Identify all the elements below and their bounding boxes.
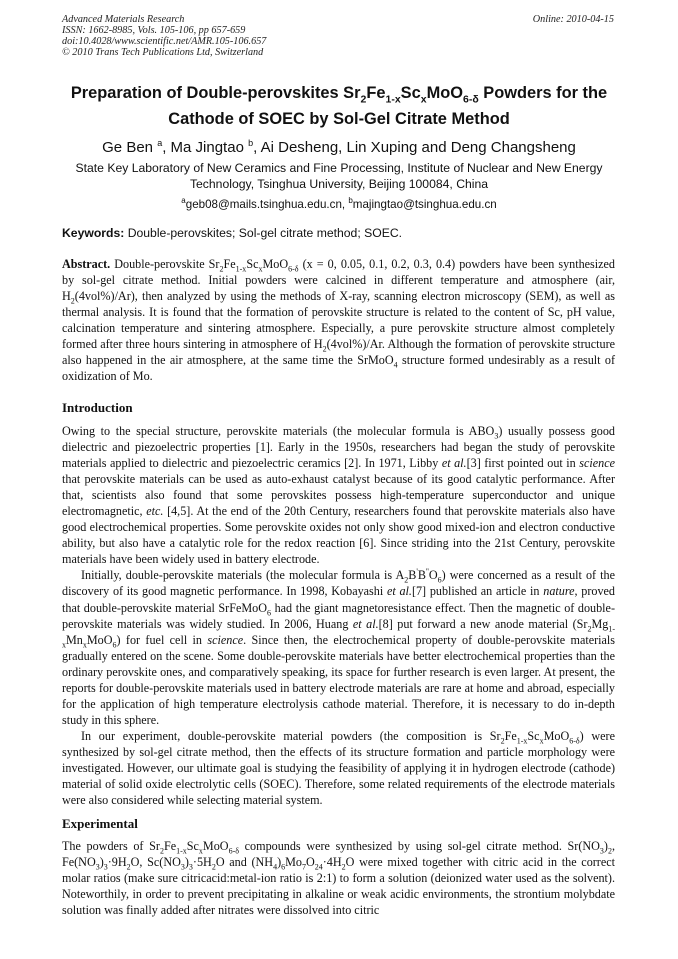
italic-text: et al. — [441, 456, 467, 471]
text-run: ·4H — [322, 855, 342, 870]
text-run: O, Sc(NO — [130, 855, 181, 870]
text-run: [3] first pointed out in — [466, 456, 580, 471]
subscript: x — [539, 736, 544, 746]
subscript: 2 — [322, 344, 327, 354]
text-run: (4vol%)/Ar. Although the formation of perovskite structure also happened in the air atmosphere, at the same time the SrMoO — [62, 337, 615, 368]
text-run: B — [408, 568, 417, 583]
subscript: 1-x — [176, 846, 187, 856]
text-run: Preparation of Double-perovskites Sr — [70, 84, 361, 102]
subscript: 2 — [219, 264, 224, 274]
subscript: 6-δ — [569, 736, 580, 746]
subscript: 6 — [267, 607, 271, 617]
text-run: B — [417, 568, 426, 583]
subscript: 3 — [103, 862, 108, 872]
text-run: , Ma Jingtao — [162, 139, 244, 156]
subscript: x — [420, 93, 427, 106]
superscript: a — [157, 138, 163, 148]
subscript: 2 — [211, 862, 216, 872]
subscript: 1-x — [62, 623, 615, 650]
text-run: Initially, double-perovskite materials (the molecular formula is A — [81, 568, 405, 583]
text-run: O — [428, 568, 438, 583]
text-run: MoO — [202, 839, 229, 853]
keywords — [62, 226, 402, 240]
text-run: [4,5]. At the end of the 20th Century, researchers found that perovskite materials also have good electrochemical properties. Some perovskite oxides not only show good mixed-ion and electron conductive ability, but also have a catalytic role for the redox reaction [6]. Since striding into the 21st Century, perovskite materials have been widely used in battery electrode. — [62, 504, 615, 567]
subscript: 2 — [341, 862, 346, 872]
subscript: 3 — [188, 862, 193, 872]
text-run: compounds were synthesized by using sol-gel citrate method. Sr(NO — [239, 839, 600, 853]
text-run: Sc — [527, 728, 540, 743]
text-run: [8] put forward a new anode material (Sr — [378, 616, 588, 631]
text-run: O were mixed together with citric acid in the correct molar ratios (make sure citricacid:metal-ion ratio is 2:1) to form a solution (deionized water used as the solvent). Noteworthily, in order to prevent precipitating in alkaline or weak acidic environments, the strontium molybdate solution was finally added after nitrates were dissolved into citric — [62, 855, 616, 918]
text-run: ·9H — [107, 855, 127, 870]
text-run: . Since then, the electrochemical property of double-perovskite materials gradually entered on the scene. Some double-perovskite materials have better electrochemical properties than the ordinary perovskite ones, and comparatively speaking, its space for further research is even larger. At present, the reports for double-perovskite materials used in battery electrode materials are rare at home and abroad, especially for the application of high temperature electrolysis cathode material. Therefore, it is necessary to do in-depth study in this sphere. — [62, 632, 616, 727]
subscript: 24 — [314, 862, 323, 872]
subscript: x — [198, 846, 203, 856]
text-run: MoO — [86, 632, 113, 647]
text-run: Fe — [504, 728, 517, 743]
online-date: Online: 2010-04-15 — [532, 14, 614, 25]
text-run: ) — [99, 855, 104, 870]
subscript: 2 — [607, 846, 612, 856]
subscript: 2 — [159, 846, 164, 856]
subscript: 6-δ — [288, 264, 299, 274]
text-run: ) — [184, 855, 189, 870]
subscript: 2 — [587, 623, 592, 633]
text-run: Sc — [246, 257, 259, 271]
text-run: Mn — [66, 632, 83, 647]
subscript: 6 — [112, 640, 117, 650]
italic-text: et al. — [352, 616, 379, 631]
subscript: 2 — [500, 736, 505, 746]
italic-text: science — [579, 456, 615, 471]
subscript: 3 — [494, 431, 499, 441]
subscript: 3 — [180, 862, 185, 872]
subscript: 6-δ — [463, 93, 479, 106]
text-run: Powders for the Cathode of SOEC by Sol-Gel Citrate Method — [168, 84, 608, 129]
journal-doi: doi:10.4028/www.scientific.net/AMR.105-106.657 — [62, 36, 267, 47]
subscript: 3 — [95, 862, 100, 872]
text-run: MoO — [262, 257, 289, 271]
text-run: [7] published an article in — [411, 584, 544, 599]
text-run: , proved that double-perovskite material SrFeMoO — [62, 584, 615, 615]
text-run: Mg — [591, 616, 609, 631]
text-run: ) for fuel cell in — [116, 632, 208, 647]
text-run: ) were synthesized by sol-gel citrate method, then the effects of its structure formation and particle morphology were investigated. However, our ultimate goal is studying the feasibility of applying it in hydrogen electrode (cathode) material of solid oxide electrolytic cells (SOEC). Therefore, some related requirements of the electrode materials were also considered while selecting material system. — [62, 728, 615, 808]
subscript: 1-x — [235, 264, 247, 274]
text-run: Double-perovskites; Sol-gel citrate method; SOEC. — [124, 226, 403, 240]
journal-name: Advanced Materials Research — [62, 14, 185, 25]
italic-text: science — [207, 632, 244, 647]
paper-title — [40, 83, 638, 129]
text-run: Fe — [223, 257, 236, 271]
superscript: ' — [416, 567, 418, 577]
affiliation: State Key Laboratory of New Ceramics and Fine Processing, Institute of Nuclear and New Energy Technology, Tsinghua University, Beijing 100084, China — [75, 161, 603, 191]
italic-text: etc. — [146, 504, 164, 519]
introduction-heading: Introduction — [62, 400, 133, 415]
text-run: ) were concerned as a result of the discovery of its good magnetic performance. In 1998, Kobayashi — [62, 568, 615, 599]
introduction-body — [62, 423, 615, 808]
text-run: majingtao@tsinghua.edu.cn — [352, 197, 497, 211]
journal-issn: ISSN: 1662-8985, Vols. 105-106, pp 657-659 — [62, 25, 246, 36]
subscript: 4 — [393, 360, 398, 370]
text-run: O and (NH — [215, 855, 274, 870]
superscript: a — [181, 196, 186, 205]
text-run: ) — [603, 839, 608, 853]
paragraph — [62, 256, 615, 384]
text-run: ·5H — [192, 855, 212, 870]
experimental-heading: Experimental — [62, 816, 138, 831]
text-run: , Ai Desheng, Lin Xuping and Deng Changsheng — [253, 139, 576, 156]
subscript: x — [258, 264, 263, 274]
text-run: had the giant magnetoresistance effect. Then the magnetic of double-perovskite materials was widely studied. In 2006, Huang — [62, 600, 615, 631]
intro-paragraph-2 — [62, 567, 615, 727]
subscript: 6 — [281, 862, 286, 872]
abstract-label: Abstract. — [62, 257, 111, 271]
author-list — [40, 134, 638, 157]
text-run: The powders of Sr — [62, 839, 160, 853]
intro-paragraph-1 — [62, 423, 615, 567]
italic-text: nature — [543, 584, 575, 599]
text-run: Fe — [163, 839, 177, 853]
text-run: Owing to the special structure, perovskite materials (the molecular formula is ABO — [62, 424, 495, 438]
subscript: 2 — [404, 575, 409, 585]
text-run: (4vol%)/Ar), then analyzed by using the methods of X-ray, scanning electron microscopy (SEM), as well as thermal analysis. It is found that the formation of perovskite structure is related to the content of Sc, pH value, calcination temperature and sintering atmosphere. Especially, a pure perovskite structure almost completely formed after three hours sintering in atmosphere of H — [62, 289, 615, 352]
superscript: b — [248, 138, 254, 148]
text-run: Ge Ben — [102, 139, 154, 156]
text-run: , Fe(NO — [62, 839, 615, 870]
text-run: In our experiment, double-perovskite material powders (the composition is Sr — [81, 728, 501, 743]
text-run: ) usually possess good dielectric and piezoelectric properties [1]. Early in the 1950s, researchers had began the study of perovskite materials applied to dielectric and piezoelectric ceramics [2]. In 1971, Libby — [62, 424, 615, 471]
text-run: geb08@mails.tsinghua.edu.cn, — [185, 197, 349, 211]
subscript: 2 — [126, 862, 131, 872]
text-run: MoO — [426, 84, 463, 102]
subscript: 2 — [360, 93, 367, 106]
text-run: (x = 0, 0.05, 0.1, 0.2, 0.3, 0.4) powders have been synthesized by sol-gel citrate method. Initial powders were calcined in different temperature and atmosphere (air, H — [62, 257, 615, 304]
experimental-paragraph-1 — [62, 838, 615, 918]
subscript: 7 — [301, 862, 306, 872]
experimental-body — [62, 838, 615, 918]
text-run: Fe — [366, 84, 386, 102]
journal-header — [62, 14, 266, 58]
subscript: x — [82, 640, 87, 650]
text-run: O — [305, 855, 315, 870]
subscript: 2 — [70, 296, 75, 306]
italic-text: et al. — [386, 584, 412, 599]
text-run: Mo — [285, 855, 302, 870]
text-run: MoO — [543, 728, 570, 743]
subscript: 4 — [273, 862, 278, 872]
superscript: b — [348, 196, 353, 205]
abstract — [62, 256, 615, 384]
keywords-label: Keywords: — [62, 226, 125, 240]
subscript: 6 — [437, 575, 442, 585]
author-emails — [40, 196, 638, 211]
journal-copyright: © 2010 Trans Tech Publications Ltd, Switzerland — [62, 47, 264, 58]
subscript: 6-δ — [228, 846, 239, 856]
text-run: Sc — [400, 84, 421, 102]
subscript: 3 — [599, 846, 604, 856]
text-run: structure formed undesirably as a result of oxidization of Mo. — [62, 353, 615, 384]
text-run: Sc — [186, 839, 199, 853]
text-run: that perovskite materials can be used as auto-exhaust catalyst because of its good catalytic performance. After that, scientists also found that some perovskites possess high-temperature superconductor and unique electromagnetic, — [62, 472, 615, 519]
subscript: 1-x — [385, 93, 401, 106]
subscript: 1-x — [516, 736, 528, 746]
text-run: Double-perovskite Sr — [110, 257, 220, 271]
intro-paragraph-3 — [62, 728, 615, 808]
text-run: ) — [277, 855, 282, 870]
superscript: '' — [425, 567, 429, 577]
